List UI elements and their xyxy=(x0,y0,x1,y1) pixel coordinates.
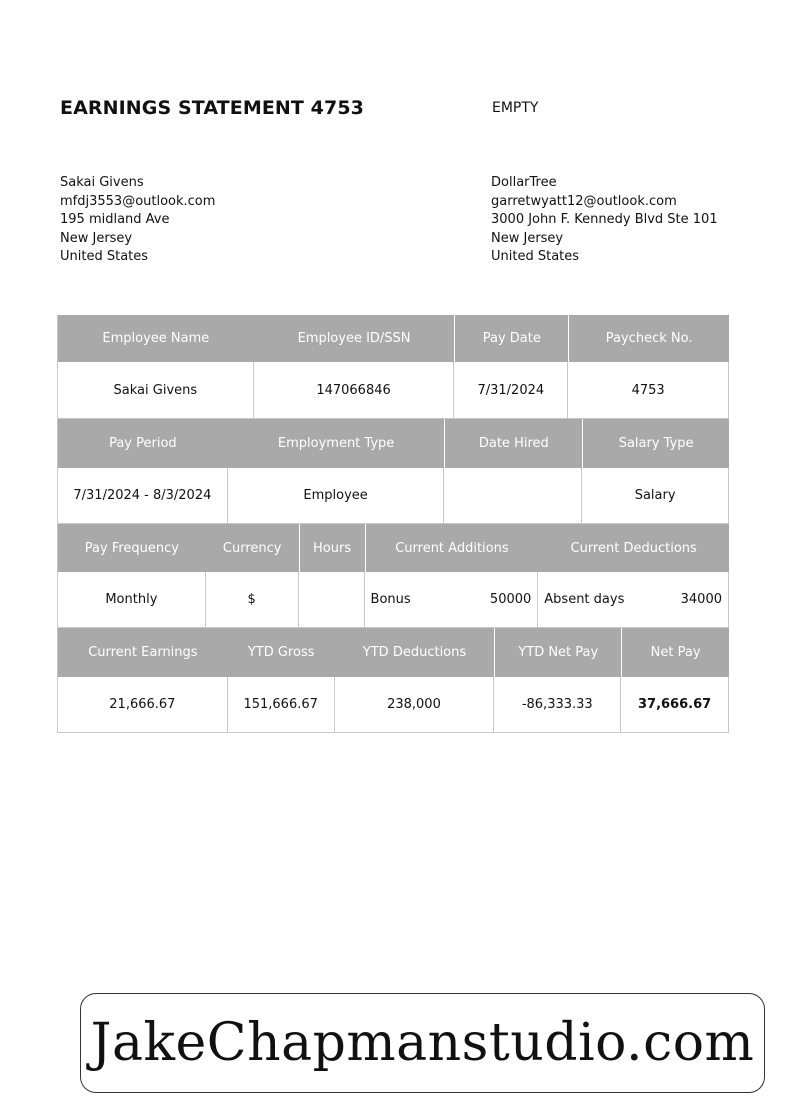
header-pay-period: Pay Period xyxy=(109,436,177,451)
table-row xyxy=(58,677,729,733)
cell-pay-frequency: Monthly xyxy=(58,572,206,628)
cell-currency: $ xyxy=(206,572,299,628)
cell-salary-type: Salary xyxy=(582,468,729,524)
table-row xyxy=(58,572,729,628)
addition-amount: 50000 xyxy=(489,592,532,607)
employee-info-table xyxy=(57,315,729,419)
cell-current-deductions xyxy=(538,572,729,628)
addition-label: Bonus xyxy=(370,592,411,607)
pay-details-table xyxy=(57,524,729,628)
header-employment-type: Employment Type xyxy=(277,436,395,451)
header-current-deductions: Current Deductions xyxy=(570,540,697,556)
deduction-amount: 34000 xyxy=(680,592,722,607)
header-employee-name: Employee Name xyxy=(102,331,210,346)
deduction-label: Absent days xyxy=(544,592,625,607)
employer-address-block xyxy=(491,174,718,267)
header-ytd-gross: YTD Gross xyxy=(247,645,315,660)
header-date-hired: Date Hired xyxy=(444,419,582,468)
employer-street: 3000 John F. Kennedy Blvd Ste 101 xyxy=(491,212,718,227)
header-pay-frequency: Pay Frequency xyxy=(84,540,179,556)
employer-email: garretwyatt12@outlook.com xyxy=(491,193,677,209)
cell-hours xyxy=(299,572,365,628)
header-ytd-deductions: YTD Deductions xyxy=(362,645,467,660)
cell-ytd-net-pay: -86,333.33 xyxy=(494,677,621,733)
cell-pay-date: 7/31/2024 xyxy=(454,362,568,419)
table-header-row xyxy=(58,419,729,468)
cell-employee-name: Sakai Givens xyxy=(58,362,254,419)
cell-ytd-gross: 151,666.67 xyxy=(228,677,335,733)
earnings-summary-table xyxy=(57,628,729,733)
header-current-earnings: Current Earnings xyxy=(88,645,198,660)
status-label: EMPTY xyxy=(492,100,539,116)
header-current-additions: Current Additions xyxy=(365,524,539,572)
header-net-pay: Net Pay xyxy=(621,628,729,677)
employer-name: DollarTree xyxy=(491,175,557,190)
header-salary-type: Salary Type xyxy=(582,419,729,468)
header-hours: Hours xyxy=(299,524,365,572)
table-header-row xyxy=(58,628,729,677)
header-paycheck-no: Paycheck No. xyxy=(568,315,729,362)
header-pay-date: Pay Date xyxy=(454,315,568,362)
header-employee-id: Employee ID/SSN xyxy=(297,331,411,346)
header-ytd-net-pay: YTD Net Pay xyxy=(494,628,621,677)
employer-state: New Jersey xyxy=(491,230,564,246)
table-header-row xyxy=(58,315,729,362)
table-row xyxy=(58,362,729,419)
watermark-banner xyxy=(80,993,765,1093)
header-currency: Currency xyxy=(222,540,282,556)
statement-title: EARNINGS STATEMENT 4753 xyxy=(60,97,364,119)
cell-current-earnings: 21,666.67 xyxy=(58,677,228,733)
cell-pay-period: 7/31/2024 - 8/3/2024 xyxy=(58,468,228,524)
employee-street: 195 midland Ave xyxy=(60,212,170,227)
cell-net-pay: 37,666.67 xyxy=(621,677,729,733)
cell-employee-id: 147066846 xyxy=(254,362,455,419)
watermark-text: JakeChapmanstudio.com xyxy=(90,1013,755,1073)
cell-employment-type: Employee xyxy=(228,468,445,524)
cell-ytd-deductions: 238,000 xyxy=(335,677,495,733)
employee-email: mfdj3553@outlook.com xyxy=(60,193,216,209)
employee-state: New Jersey xyxy=(60,230,133,246)
employee-address-block xyxy=(60,174,215,267)
cell-date-hired xyxy=(444,468,582,524)
employee-name: Sakai Givens xyxy=(60,175,144,190)
employee-country: United States xyxy=(60,249,149,264)
employment-info-table xyxy=(57,419,729,524)
cell-current-additions xyxy=(365,572,539,628)
cell-paycheck-no: 4753 xyxy=(568,362,729,419)
employer-country: United States xyxy=(491,249,580,264)
table-header-row xyxy=(58,524,729,572)
table-row xyxy=(58,468,729,524)
